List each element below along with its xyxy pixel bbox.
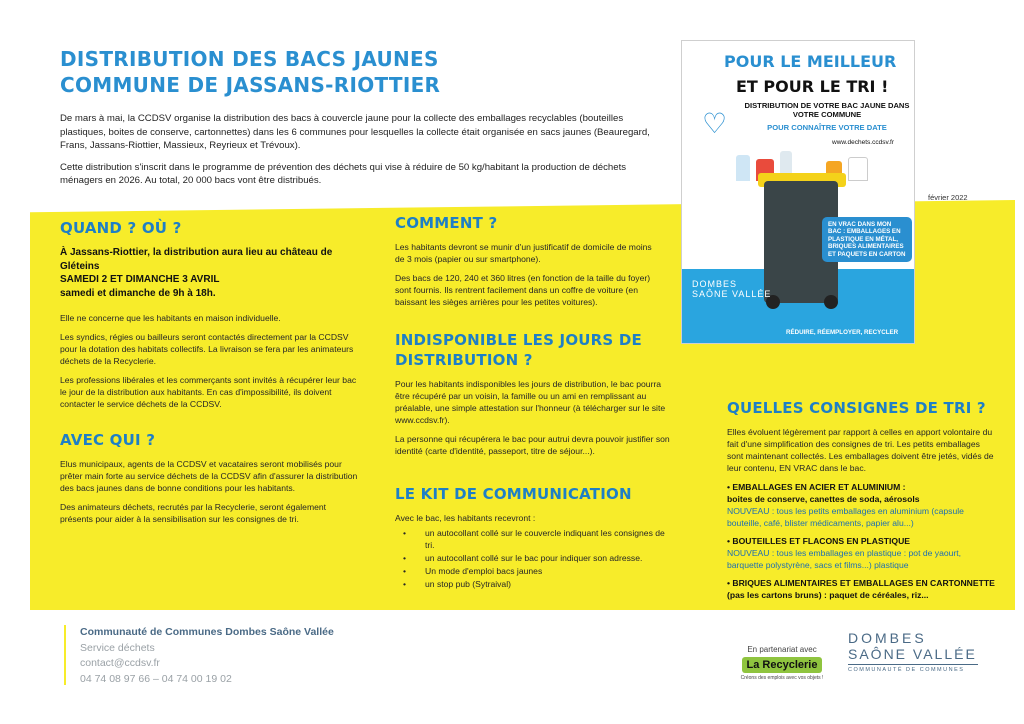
poster-line-2: ET POUR LE TRI !	[736, 77, 889, 96]
section-indisponible	[395, 330, 670, 464]
partner-tagline: Créons des emplois avec vos objets !	[740, 675, 824, 681]
consignes-p1: Elles évoluent légèrement par rapport à celles en apport volontaire du fait d'une simplification des consignes de tri. Les petits emballages sont maintenant collectés. Les emballages doivent être jetés, vidés de leur contenu, EN VRAC dans le bac.	[727, 427, 994, 473]
section-consignes	[727, 398, 997, 607]
footer-accent-line	[64, 625, 66, 685]
dsv-logo-line-3: COMMUNAUTÉ DE COMMUNES	[848, 667, 965, 673]
poster-logo-line-2: SAÔNE VALLÉE	[692, 289, 772, 299]
poster-logo-line-1: DOMBES	[692, 279, 738, 289]
indisponible-p2: La personne qui récupérera le bac pour autrui devra pouvoir justifier son identité (carte d'identité, passeport, titre de séjour...).	[395, 434, 670, 456]
quand-p3: Les professions libérales et les commerçants sont invités à récupérer leur bac le jour de la distribution aux habitants. En cas d'impossibilité, ils doivent contacter le service déchets de la CCDSV.	[60, 375, 357, 409]
heart-icon: ♡	[702, 108, 728, 139]
tri-item-plastique-new: NOUVEAU : tous les emballages en plastique : pot de yaourt, barquette polystyrène, sacs et films...) plastique	[727, 548, 962, 570]
recyclerie-logo: La Recyclerie	[742, 657, 823, 673]
list-item: • Un mode d'emploi bacs jaunes	[397, 565, 670, 577]
consignes-heading: QUELLES CONSIGNES DE TRI ?	[727, 399, 986, 417]
intro-paragraph-1: De mars à mai, la CCDSV organise la distribution des bacs à couvercle jaune pour la collecte des emballages recyclables (bouteilles plastiques, boites de conserve, cartonnettes) dans les 6 communes pour lesquelles la collecte était organisée en sacs jaunes (Beauregard, Frans, Jassans-Riottier, Massieux, Reyrieux et Trévoux).	[60, 113, 650, 151]
poster-sub-2: POUR CONNAÎTRE VOTRE DATE	[767, 123, 887, 132]
tri-item-metal	[727, 481, 997, 529]
list-item: • un autocollant collé sur le bac pour indiquer son adresse.	[397, 552, 670, 564]
quand-lead-1: À Jassans-Riottier, la distribution aura lieu au château de Gléteins	[60, 247, 333, 272]
dsv-logo-line-2: SAÔNE VALLÉE	[848, 646, 978, 665]
section-avec-qui	[60, 430, 360, 532]
section-kit	[395, 484, 670, 591]
quand-p1: Elle ne concerne que les habitants en maison individuelle.	[60, 313, 281, 323]
section-comment	[395, 213, 655, 315]
footer-service: Service déchets	[80, 641, 155, 654]
indisponible-heading: INDISPONIBLE LES JOURS DE DISTRIBUTION ?	[395, 331, 642, 369]
bin-wheel	[824, 295, 838, 309]
quand-lead-2: SAMEDI 2 ET DIMANCHE 3 AVRIL	[60, 274, 220, 285]
footer-contact	[80, 625, 334, 687]
partner-block	[732, 645, 832, 681]
quand-lead	[60, 246, 360, 300]
footer-email[interactable]: contact@ccdsv.fr	[80, 657, 160, 669]
avec-heading: AVEC QUI ?	[60, 431, 156, 449]
poster-logo	[692, 279, 771, 299]
poster-line-1: POUR LE MEILLEUR	[724, 52, 897, 71]
footer-org: Communauté de Communes Dombes Saône Vallée	[80, 626, 334, 638]
kit-list	[397, 527, 670, 590]
section-quand	[60, 218, 360, 417]
kit-intro: Avec le bac, les habitants recevront :	[395, 513, 536, 523]
comment-p1: Les habitants devront se munir d'un justificatif de domicile de moins de 3 mois (papier ou sur smartphone).	[395, 242, 652, 264]
partner-label: En partenariat avec	[747, 645, 817, 654]
campaign-poster	[681, 40, 915, 344]
quand-p2: Les syndics, régies ou bailleurs seront contactés directement par la CCDSV pour la dotation des habitats collectifs. La livraison se fera par les animateurs déchets de la Recyclerie.	[60, 332, 354, 366]
comment-p2: Des bacs de 120, 240 et 360 litres (en fonction de la taille du foyer) sont fournis. Ils rentrent facilement dans un coffre de voiture (en baissant les sièges arrières pour les petites voitures).	[395, 273, 651, 307]
tri-item-metal-head: • EMBALLAGES EN ACIER ET ALUMINIUM :	[727, 482, 906, 492]
tri-item-metal-new: NOUVEAU : tous les petits emballages en aluminium (capsule bouteille, café, blister médicaments, papier alu...)	[727, 506, 964, 528]
avec-p2: Des animateurs déchets, recrutés par la Recyclerie, seront également présents pour aider à la sensibilisation sur les consignes de tri.	[60, 502, 327, 524]
quand-lead-3: samedi et dimanche de 9h à 18h.	[60, 287, 216, 299]
tri-item-carton	[727, 577, 997, 601]
intro	[60, 112, 660, 196]
poster-bubble: EN VRAC DANS MON BAC : EMBALLAGES EN PLASTIQUE EN MÉTAL, BRIQUES ALIMENTAIRES ET PAQUETS EN CARTON	[822, 217, 912, 262]
list-item: • un autocollant collé sur le couvercle indiquant les consignes de tri.	[397, 527, 670, 551]
indisponible-p1: Pour les habitants indisponibles les jours de distribution, le bac pourra être récupéré par un voisin, la famille ou un ami en remplissant au préalable, une simple attestation sur l'honneur (à télécharger sur le site www.ccdsv.fr).	[395, 379, 666, 425]
intro-paragraph-2: Cette distribution s'inscrit dans le programme de prévention des déchets qui vise à réduire de 50 kg/habitant la production de déchets ménagers en 2026. Au total, 20 000 bacs vont être distribués.	[60, 161, 627, 186]
dsv-logo	[848, 630, 978, 673]
poster-date: février 2022	[928, 193, 968, 202]
tri-item-plastique	[727, 535, 997, 571]
quand-heading: QUAND ? OÙ ?	[60, 219, 182, 237]
tri-item-metal-body: boites de conserve, canettes de soda, aérosols	[727, 494, 920, 504]
dsv-logo-line-1: DOMBES	[848, 630, 927, 646]
poster-website: www.dechets.ccdsv.fr	[832, 139, 895, 146]
footer-phones: 04 74 08 97 66 – 04 74 00 19 02	[80, 672, 232, 685]
tri-item-plastique-head: • BOUTEILLES ET FLACONS EN PLASTIQUE	[727, 536, 911, 546]
poster-sub-1: DISTRIBUTION DE VOTRE BAC JAUNE DANS VOTRE COMMUNE	[744, 101, 910, 119]
tri-item-carton-head: • BRIQUES ALIMENTAIRES ET EMBALLAGES EN CARTONNETTE (pas les cartons bruns) : paquet de céréales, riz...	[727, 578, 995, 600]
comment-heading: COMMENT ?	[395, 214, 498, 232]
title-line-1: DISTRIBUTION DES BACS JAUNES	[60, 47, 439, 71]
list-item: • un stop pub (Sytraival)	[397, 578, 670, 590]
title-line-2: COMMUNE DE JASSANS-RIOTTIER	[60, 73, 441, 97]
kit-heading: LE KIT DE COMMUNICATION	[395, 485, 632, 503]
avec-p1: Elus municipaux, agents de la CCDSV et vacataires seront mobilisés pour prêter main forte au service déchets de la CCDSV afin d'assurer la distribution des bacs jaunes dans de bonne conditions pour les habitants.	[60, 459, 358, 493]
page-title	[60, 46, 660, 98]
poster-slogan: RÉDUIRE, RÉEMPLOYER, RECYCLER	[786, 329, 899, 336]
